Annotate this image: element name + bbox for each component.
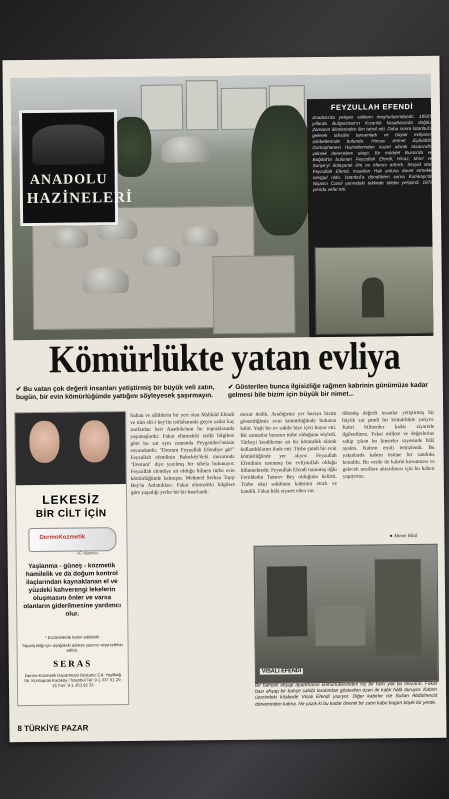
ad-body: Yaşlanma - güneş - kozmetik hamilelik ve da doğum kontrol ilaçlarından kaynaklanan el ve yüzdeki kahverengi lekelerin oluşmasını önler ve varsa olanların giderilmesine yardımcı olur. (23, 562, 122, 618)
house (213, 255, 296, 334)
photo-caption-title: VİSALİ EFENDİ (261, 668, 302, 675)
top-photo (11, 74, 434, 340)
page-footer: 8 TÜRKİYE PAZAR (17, 723, 89, 734)
bottom-photo (254, 544, 439, 684)
column-2: mezar dedik. Aradığımız yer buraya bizim gösterdiğimiz evin kömürlüğünde bulunan kabir. Yaşlı bir ev sahibi bize içeri buyur etti. Bir zamanlar buranın türbe olduğunu söyledi. Türbeyi kendilerine ait bir kömürlük olarak kullandıklarını ifade etti. Türbe şimdi bir evin kömürlüğünde yer alıyor. Feyzullah Efendinin tanınmış bir evliyaullah olduğu bilinmektedir. Feyzullah Efendi tanınmış oğlu Feriddedin Tamrev Bey olduğunu belirtti. Türbe okul sahibinin kabrinin etrafı ve kandili. Fakat hâlâ ziyaret eden var. (240, 410, 337, 495)
subhead-left: ✔ Bu vatan çok değerli insanları yetiştirmiş bir büyük veli zatın, bugün, bir evin kömürlüğünde yattığını söyleyesek şaşırmayın. (15, 384, 215, 402)
subhead-right: ✔ Gösterilen bunca ilgisizliğe rağmen kabrinin günümüze kadar gelmesi bile bizim için büyük bir nimet... (227, 381, 428, 399)
grave-stones (315, 606, 365, 647)
face (29, 421, 59, 463)
ad-faces-photo (15, 412, 126, 485)
trees (251, 105, 312, 236)
ad-note1: * Eczanelerde temin edilebilir. (44, 634, 100, 640)
info-heading: FEYZULLAH EFENDİ (330, 102, 414, 112)
ad-line1: LEKESİZ (42, 492, 100, 507)
ad-note2: Sipariş Bilgi için aşağıdaki adrese yazınız veya telefon ediniz. (22, 642, 123, 653)
door (362, 277, 384, 317)
dome (83, 267, 129, 293)
advertisement (14, 411, 129, 706)
badge-line1: ANADOLU (29, 172, 108, 189)
column-1: Sultan ve sâlihlerin bir yeri olan Mahkûd Efendi ve tüm ehl-i bey'tin istilahatında geçen zatlar kaç asırlardan beri Anadolu'nun bu topraklarında yaşamışlardır. Fakat elimizdeki tarihi bilgilere göre bu zat aynı zamanda Peygamber'imizin soyundandır. "Dostum Feyzullah Efendiye git!" Feyzullah efendinin Bakırköy'deki mezarında "Dostum" diye yazılmış bir tabela bulunuyor. Feyzullah efendiye ait olduğu bilinen türbe evin kömürlüğünde kalmıştır. Mehmed Serhan Tayşi Bey'in Anlattıkları: Fakat elimizdeki bilgilere göre yaşadığı yerler bir bir hatırlandı. (130, 411, 235, 496)
ad-line2: BİR CİLT İÇİN (35, 508, 107, 520)
dome (161, 136, 211, 163)
tube-note: «C vitamini» (76, 550, 99, 556)
building (186, 80, 219, 130)
dome (52, 227, 88, 247)
dome (142, 246, 180, 266)
face (79, 420, 109, 462)
column-3: dökmüş değerli insanlar yetiştirmiş bir büyük zat şimdi bir kömürlükte yatıyor. Kabri bilinenler kadar ziyaretle ilgilenilmez. Fakat millete ve değerlerine sahip çıkan bu kimseler sayesinde hâlâ ayakta. Kabrin etrafı temizlendi. Bu yakınlarda kabrin üstüne bir sanduka konuldu. Bu vesile ile kabrin korunması ve gelecek nesillere aktarılması için bu haberi yapıyoruz. (342, 409, 435, 480)
tube-brand: DermoKozmetik (39, 534, 86, 541)
wall-niche (267, 566, 308, 636)
ad-company: SERAS (53, 658, 93, 669)
product-tube (28, 527, 116, 552)
author-signature: ● Ahmet Bilal (389, 533, 418, 540)
ad-contact: Dermo-Kozmetik Departmanı Bostancı Cd. Yeşilbağ Sk. Kızıltoprak Kadıköy / İstanbul Tel: 9-1-337 01 20-21 Fax: 9-1-353 92 33 (24, 672, 122, 688)
badge-line2: HAZİNELERİ (26, 189, 133, 208)
anadolu-hazineleri-badge (19, 109, 133, 226)
photo-caption: Bir bahçeli ahşap apartmanın kömürlüklerinden hiç bir farkı yok bu mezarın. Fakat bazı ahşap bir bahçe sahibi tarafından gösterilen özen ile kabir hâlâ duruyor. Kabrin üzerindeki kitabede Visali Efendi yazıyor. Diğer kabirler ise Sultan Abdülmecid döneminden kalma. Ne yazık ki bu kadar önemli bir zatın kabri bugün böyle bir yerde. (254, 681, 438, 708)
info-text: Anadolu'da yetişen velilerin meşhurlarındandır. 1850'li yıllarda Bulgaristan'ın Kızanlık kasabasında doğdu. Zamanın âlimlerinden ilim tahsil etti. Daha sonra İstanbul'a gelerek tahsilini tamamladı ve büyük evliyanın sohbetlerinde bulundu. Hocası Ahmet Ziyâüddin Gümüşhanevi Hazretlerinden icazet alarak tasavvufta yüksek derecelere ulaştı. Bir müddet Bursa'da ve Bağdat'ta bulunan Feyzullah Efendi, Hicaz, Mısır ve Suriye'yi dolaşarak ilim ve irfanını arttırdı. Seyyid olan Feyzullah Efendi, insanları Hak yoluna davet etmekle meşgul oldu. İstanbul'a döndükten sonra Kumkapı'da Nişancı Camii yanındaki tekkede talebe yetiştirdi. 1876 yılında vefat etti. (312, 113, 433, 193)
dome (182, 226, 218, 246)
roof-illustration (32, 124, 104, 165)
info-photo (314, 246, 433, 335)
newspaper-page (2, 56, 446, 743)
info-box (307, 98, 433, 339)
doorway (375, 559, 422, 655)
headline: Kömürlükte yatan evliya (48, 335, 401, 382)
